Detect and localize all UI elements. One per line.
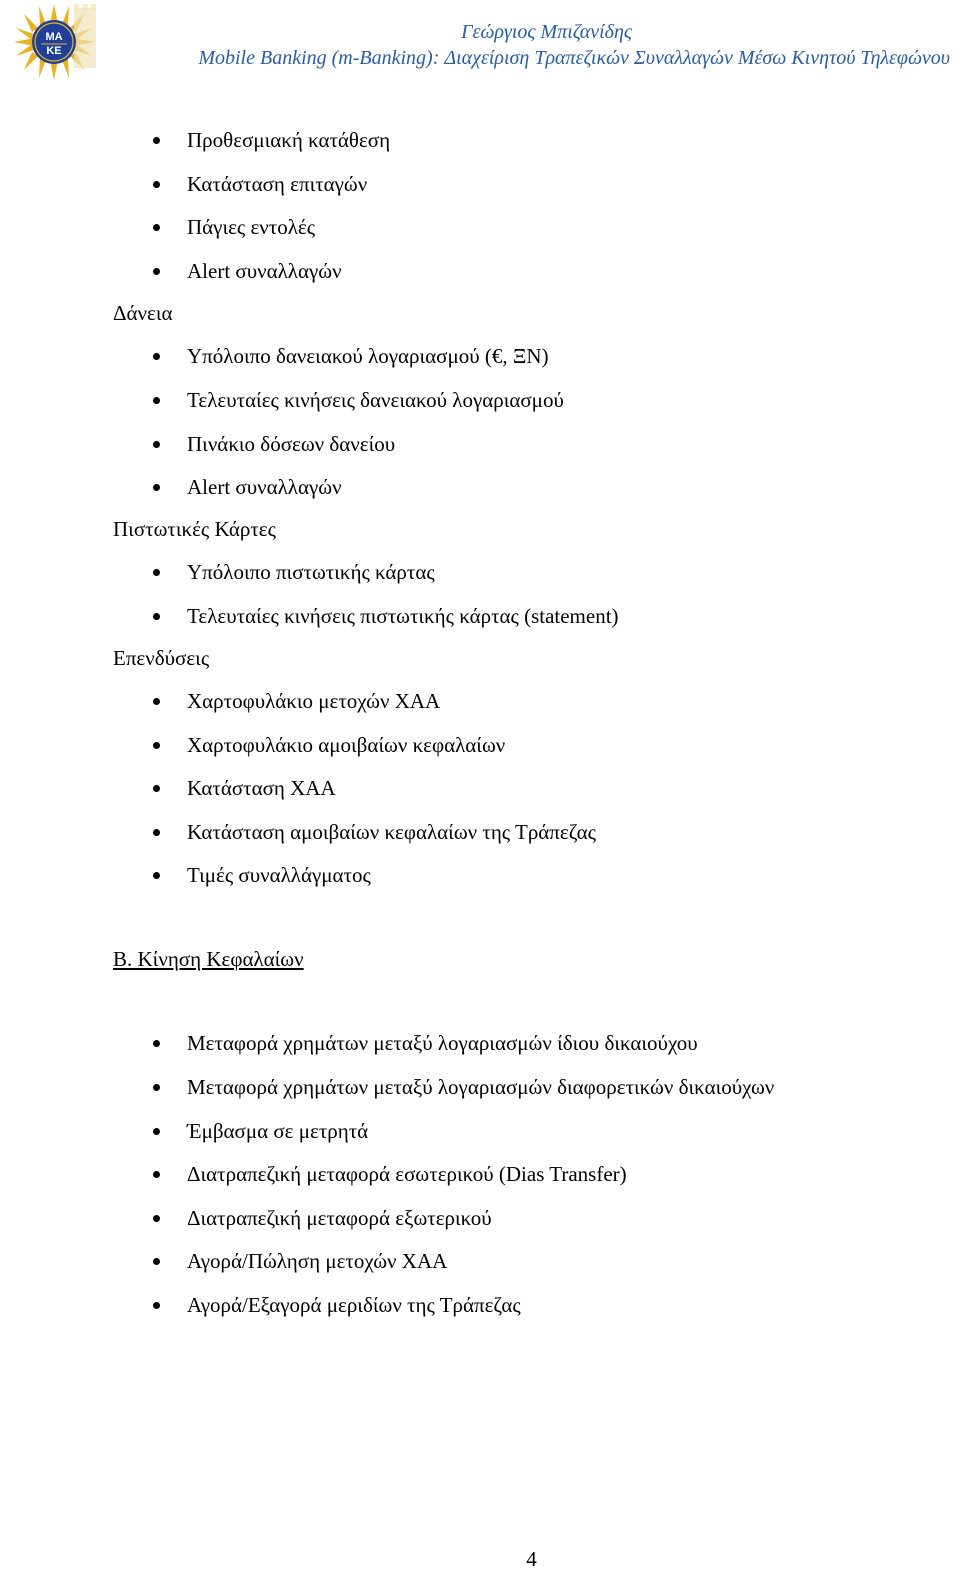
list-item: Alert συναλλαγών [187,475,342,499]
logo-text-bottom: ΚΕ [46,45,62,57]
list-item: Διατραπεζική μεταφορά εσωτερικού (Dias Transfer) [187,1162,627,1186]
list-item: Μεταφορά χρημάτων μεταξύ λογαριασμών διαφορετικών δικαιούχων [187,1075,775,1099]
list-item: Χαρτοφυλάκιο μετοχών ΧΑΑ [187,689,441,713]
section-heading-funds-movement: Β. Κίνηση Κεφαλαίων [113,947,304,971]
section-heading-investments: Επενδύσεις [113,646,210,670]
list-item: Αγορά/Εξαγορά μεριδίων της Τράπεζας [187,1293,521,1317]
page-number: 4 [526,1547,537,1571]
list-item: Έμβασμα σε μετρητά [187,1119,369,1143]
logo-text-top: ΜΑ [45,31,63,43]
header-subtitle: Mobile Banking (m-Banking): Διαχείριση Τραπεζικών Συναλλαγών Μέσω Κινητού Τηλεφώνου [198,47,950,69]
list-item: Πινάκιο δόσεων δανείου [187,432,396,456]
list-item: Alert συναλλαγών [187,259,342,283]
list-item: Πάγιες εντολές [187,215,316,239]
list-item: Τελευταίες κινήσεις πιστωτικής κάρτας (statement) [187,604,619,628]
list-item: Κατάσταση επιταγών [187,172,368,196]
list-item: Αγορά/Πώληση μετοχών ΧΑΑ [187,1249,448,1273]
list-item: Κατάσταση ΧΑΑ [187,776,336,800]
university-logo [4,2,104,82]
list-item: Υπόλοιπο δανειακού λογαριασμού (€, ΞΝ) [187,344,549,368]
page-header [0,0,960,90]
list-item: Τιμές συναλλάγματος [187,863,371,887]
list-item: Διατραπεζική μεταφορά εξωτερικού [187,1206,492,1230]
list-item: Μεταφορά χρημάτων μεταξύ λογαριασμών ίδιου δικαιούχου [187,1031,698,1055]
section-heading-loans: Δάνεια [113,301,173,325]
list-item: Χαρτοφυλάκιο αμοιβαίων κεφαλαίων [187,733,506,757]
list-item: Κατάσταση αμοιβαίων κεφαλαίων της Τράπεζας [187,820,596,844]
header-author: Γεώργιος Μπιζανίδης [461,21,632,43]
list-item: Τελευταίες κινήσεις δανειακού λογαριασμού [187,388,564,412]
list-item: Προθεσμιακή κατάθεση [187,128,391,152]
list-item: Υπόλοιπο πιστωτικής κάρτας [187,560,435,584]
section-heading-cards: Πιστωτικές Κάρτες [113,517,276,541]
